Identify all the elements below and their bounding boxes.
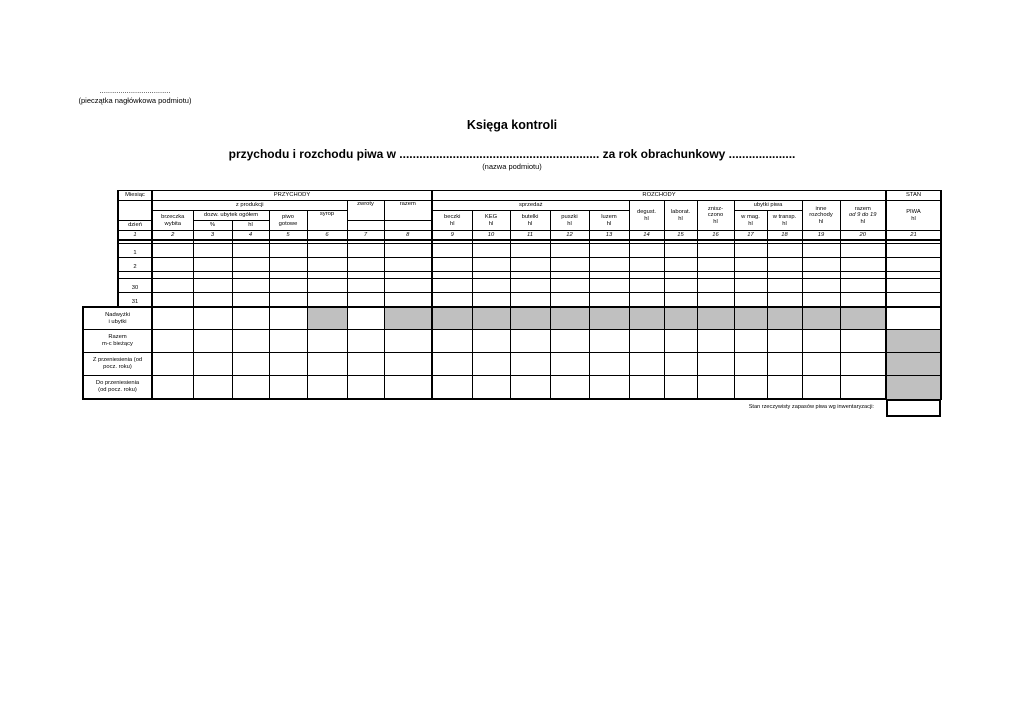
summary-cell[interactable] (734, 353, 767, 376)
summary-cell (384, 307, 432, 330)
entry-cell[interactable] (664, 293, 697, 308)
inventory-box[interactable] (886, 399, 941, 417)
summary-label: Nadwyżki i ubytki (83, 307, 152, 330)
column-number-7: 7 (347, 231, 384, 241)
summary-row (83, 353, 941, 376)
ubytki-header: ubytki piwa (734, 201, 802, 211)
summary-cell (664, 307, 697, 330)
entry-cell[interactable] (432, 279, 472, 293)
entry-cell[interactable] (384, 244, 432, 258)
summary-cell[interactable] (802, 376, 840, 400)
entry-cell[interactable] (193, 293, 232, 308)
column-number-13: 13 (589, 231, 629, 241)
entry-cell[interactable] (734, 279, 767, 293)
day-label: 2 (118, 258, 152, 272)
summary-cell[interactable] (734, 376, 767, 400)
summary-cell (697, 307, 734, 330)
summary-cell[interactable] (589, 376, 629, 400)
column-number-20: 20 (840, 231, 886, 241)
entry-cell[interactable] (802, 293, 840, 308)
spacer-cell (767, 272, 802, 279)
column-number-14: 14 (629, 231, 664, 241)
summary-cell[interactable] (510, 376, 550, 400)
summary-cell[interactable] (269, 353, 307, 376)
column-number-2: 2 (152, 231, 193, 241)
summary-row (83, 307, 941, 330)
day-label: 31 (118, 293, 152, 308)
entry-cell[interactable] (886, 258, 941, 272)
column-number-9: 9 (432, 231, 472, 241)
entry-cell[interactable] (802, 244, 840, 258)
summary-row (83, 330, 941, 353)
entry-cell[interactable] (472, 293, 510, 308)
entry-cell[interactable] (664, 244, 697, 258)
spacer-cell (840, 272, 886, 279)
entry-cell[interactable] (840, 279, 886, 293)
entry-cell[interactable] (629, 293, 664, 308)
summary-cell[interactable] (193, 353, 232, 376)
entry-cell[interactable] (767, 244, 802, 258)
entry-cell[interactable] (510, 279, 550, 293)
spacer-cell (589, 272, 629, 279)
column-numbers-row (83, 231, 941, 241)
column-number-11: 11 (510, 231, 550, 241)
stan-header: STAN (886, 191, 941, 201)
summary-cell (734, 307, 767, 330)
stamp-label: (pieczątka nagłówkowa podmiotu) (78, 96, 192, 105)
summary-cell (629, 307, 664, 330)
spacer-cell (664, 272, 697, 279)
summary-cell[interactable] (550, 376, 589, 400)
summary-cell[interactable] (384, 353, 432, 376)
summary-cell[interactable] (629, 330, 664, 353)
summary-cell[interactable] (886, 307, 941, 330)
column-number-21: 21 (886, 231, 941, 241)
entry-cell[interactable] (840, 293, 886, 308)
summary-cell[interactable] (472, 376, 510, 400)
summary-cell[interactable] (767, 376, 802, 400)
summary-cell[interactable] (802, 330, 840, 353)
stamp-area (60, 86, 210, 106)
sprzedaz-header: sprzedaż (432, 201, 629, 211)
summary-cell[interactable] (232, 376, 269, 400)
summary-cell (510, 307, 550, 330)
spacer-cell (269, 272, 307, 279)
summary-cell (767, 307, 802, 330)
spacer-cell (472, 272, 510, 279)
column-number-17: 17 (734, 231, 767, 241)
entry-cell[interactable] (193, 244, 232, 258)
summary-cell[interactable] (767, 330, 802, 353)
stan-piwa-header: PIWA hl (886, 201, 941, 231)
summary-cell (886, 376, 941, 400)
entry-cell[interactable] (767, 258, 802, 272)
summary-cell[interactable] (472, 353, 510, 376)
entry-cell[interactable] (232, 279, 269, 293)
entry-cell[interactable] (510, 258, 550, 272)
entry-cell[interactable] (697, 293, 734, 308)
zniszczono-header: znisz- czono hl (697, 201, 734, 231)
entry-cell[interactable] (697, 279, 734, 293)
entry-cell[interactable] (152, 244, 193, 258)
spacer-cell (347, 272, 384, 279)
spacer-cell (307, 272, 347, 279)
entry-cell[interactable] (432, 258, 472, 272)
w-transp-header: w transp. hl (767, 211, 802, 231)
przychody-header: PRZYCHODY (152, 191, 432, 201)
spacer-cell (697, 272, 734, 279)
w-mag-header: w mag. hl (734, 211, 767, 231)
stamp-dots: .................................. (99, 86, 171, 95)
zwroty-blank (347, 221, 384, 231)
column-number-5: 5 (269, 231, 307, 241)
entry-cell[interactable] (886, 279, 941, 293)
entry-cell[interactable] (550, 279, 589, 293)
spacer-cell (193, 272, 232, 279)
spacer-cell (629, 272, 664, 279)
summary-cell[interactable] (347, 307, 384, 330)
entry-cell[interactable] (840, 244, 886, 258)
summary-cell[interactable] (697, 353, 734, 376)
entry-cell[interactable] (232, 258, 269, 272)
spacer-cell (118, 272, 152, 279)
column-number-18: 18 (767, 231, 802, 241)
summary-cell[interactable] (629, 376, 664, 400)
pct-header: % (193, 221, 232, 231)
entry-cell[interactable] (629, 244, 664, 258)
summary-label: Razem m-c bieżący (83, 330, 152, 353)
summary-label: Z przeniesienia (od pocz. roku) (83, 353, 152, 376)
entry-cell[interactable] (384, 258, 432, 272)
column-number-15: 15 (664, 231, 697, 241)
page-subtitle: przychodu i rozchodu piwa w ............................................................ za rok obrachunkowy .................... (228, 147, 796, 161)
name-caption: (nazwa podmiotu) (482, 162, 542, 171)
summary-cell[interactable] (193, 376, 232, 400)
luzem-header: luzem hl (589, 211, 629, 231)
summary-cell[interactable] (432, 330, 472, 353)
day-label: 1 (118, 244, 152, 258)
entry-cell[interactable] (269, 244, 307, 258)
entry-cell[interactable] (734, 293, 767, 308)
entry-cell[interactable] (886, 244, 941, 258)
entry-cell[interactable] (347, 279, 384, 293)
entry-cell[interactable] (307, 244, 347, 258)
spacer-cell (232, 272, 269, 279)
summary-cell (886, 330, 941, 353)
entry-cell[interactable] (269, 258, 307, 272)
beczki-header: beczki hl (432, 211, 472, 231)
summary-cell[interactable] (802, 353, 840, 376)
spacer-cell (510, 272, 550, 279)
summary-cell[interactable] (664, 353, 697, 376)
entry-cell[interactable] (269, 293, 307, 308)
header-row-2 (83, 201, 941, 211)
summary-cell (840, 307, 886, 330)
entry-cell[interactable] (697, 244, 734, 258)
summary-cell[interactable] (734, 330, 767, 353)
entry-cell[interactable] (697, 258, 734, 272)
day-row (83, 244, 941, 258)
entry-cell[interactable] (152, 279, 193, 293)
summary-cell[interactable] (269, 376, 307, 400)
summary-cell[interactable] (510, 330, 550, 353)
entry-cell[interactable] (802, 279, 840, 293)
ledger-grid (82, 190, 942, 400)
zwroty-header: zwroty (347, 201, 384, 221)
entry-cell[interactable] (510, 244, 550, 258)
entry-cell[interactable] (802, 258, 840, 272)
day-row (83, 258, 941, 272)
entry-cell[interactable] (152, 293, 193, 308)
summary-cell[interactable] (152, 376, 193, 400)
hl-header: hl (232, 221, 269, 231)
puszki-header: puszki hl (550, 211, 589, 231)
entry-cell[interactable] (664, 258, 697, 272)
summary-cell[interactable] (384, 330, 432, 353)
month-header: Miesiąc (118, 191, 152, 201)
dozw-ubytek-header: dozw. ubytek ogółem (193, 211, 269, 221)
day-row (83, 279, 941, 293)
spacer-cell (734, 272, 767, 279)
summary-cell[interactable] (550, 330, 589, 353)
entry-cell[interactable] (734, 244, 767, 258)
summary-cell[interactable] (269, 307, 307, 330)
entry-cell[interactable] (347, 244, 384, 258)
summary-label: Do przeniesienia (od pocz. roku) (83, 376, 152, 400)
razem-przychody-header: razem (384, 201, 432, 221)
summary-cell (432, 307, 472, 330)
summary-cell[interactable] (767, 353, 802, 376)
spacer-cell (886, 272, 941, 279)
summary-cell[interactable] (384, 376, 432, 400)
summary-cell[interactable] (232, 353, 269, 376)
entry-cell[interactable] (193, 258, 232, 272)
rozchody-header: ROZCHODY (432, 191, 886, 201)
entry-cell[interactable] (664, 279, 697, 293)
entry-cell[interactable] (193, 279, 232, 293)
summary-cell[interactable] (664, 330, 697, 353)
entry-cell[interactable] (307, 258, 347, 272)
entry-cell[interactable] (886, 293, 941, 308)
summary-cell[interactable] (152, 330, 193, 353)
summary-cell[interactable] (232, 330, 269, 353)
column-number-3: 3 (193, 231, 232, 241)
summary-cell[interactable] (840, 376, 886, 400)
entry-cell[interactable] (307, 279, 347, 293)
summary-cell[interactable] (472, 330, 510, 353)
entry-cell[interactable] (734, 258, 767, 272)
summary-cell[interactable] (629, 353, 664, 376)
page-title: Księga kontroli (466, 118, 558, 132)
entry-cell[interactable] (840, 258, 886, 272)
brzeczka-header: brzeczka wybita (152, 211, 193, 231)
entry-cell[interactable] (384, 279, 432, 293)
laborat-header: laborat. hl (664, 201, 697, 231)
entry-cell[interactable] (767, 293, 802, 308)
summary-cell[interactable] (432, 353, 472, 376)
entry-cell[interactable] (347, 258, 384, 272)
piwo-gotowe-header: piwo gotowe (269, 211, 307, 231)
spacer-cell (384, 272, 432, 279)
entry-cell[interactable] (232, 293, 269, 308)
summary-cell (589, 307, 629, 330)
entry-cell[interactable] (269, 279, 307, 293)
spacer-cell (802, 272, 840, 279)
summary-cell[interactable] (347, 353, 384, 376)
column-number-4: 4 (232, 231, 269, 241)
entry-cell[interactable] (589, 279, 629, 293)
summary-cell[interactable] (307, 376, 347, 400)
summary-cell (307, 307, 347, 330)
summary-cell[interactable] (840, 330, 886, 353)
summary-cell[interactable] (840, 353, 886, 376)
entry-cell[interactable] (550, 293, 589, 308)
entry-cell[interactable] (589, 258, 629, 272)
summary-cell (886, 353, 941, 376)
entry-cell[interactable] (152, 258, 193, 272)
summary-cell[interactable] (510, 353, 550, 376)
summary-cell[interactable] (152, 353, 193, 376)
entry-cell[interactable] (384, 293, 432, 308)
z-produkcji-header: z produkcji (152, 201, 347, 211)
summary-cell[interactable] (269, 330, 307, 353)
summary-cell[interactable] (307, 330, 347, 353)
keg-header: KEG hl (472, 211, 510, 231)
column-number-16: 16 (697, 231, 734, 241)
header-row-1 (83, 191, 941, 201)
summary-cell[interactable] (589, 330, 629, 353)
summary-cell (472, 307, 510, 330)
entry-cell[interactable] (347, 293, 384, 308)
entry-cell[interactable] (550, 258, 589, 272)
summary-cell (550, 307, 589, 330)
summary-cell[interactable] (347, 376, 384, 400)
inne-header: inne rozchody hl (802, 201, 840, 231)
column-number-12: 12 (550, 231, 589, 241)
day-header: dzień (118, 221, 152, 231)
razem-rozchody-header: razem od 9 do 19 hl (840, 201, 886, 231)
entry-cell[interactable] (550, 244, 589, 258)
summary-cell[interactable] (432, 376, 472, 400)
entry-cell[interactable] (307, 293, 347, 308)
spacer-cell (432, 272, 472, 279)
day-row (83, 293, 941, 308)
summary-cell (802, 307, 840, 330)
entry-cell[interactable] (589, 244, 629, 258)
summary-cell[interactable] (550, 353, 589, 376)
column-number-8: 8 (384, 231, 432, 241)
entry-cell[interactable] (432, 293, 472, 308)
entry-cell[interactable] (510, 293, 550, 308)
summary-cell[interactable] (697, 330, 734, 353)
entry-cell[interactable] (472, 279, 510, 293)
inventory-note: Stan rzeczywisty zapasów piwa wg inwentaryzacji: (748, 404, 874, 410)
summary-cell[interactable] (697, 376, 734, 400)
entry-cell[interactable] (589, 293, 629, 308)
entry-cell[interactable] (432, 244, 472, 258)
summary-cell[interactable] (664, 376, 697, 400)
summary-cell[interactable] (347, 330, 384, 353)
column-number-19: 19 (802, 231, 840, 241)
razem-blank (384, 221, 432, 231)
entry-cell[interactable] (232, 244, 269, 258)
entry-cell[interactable] (472, 244, 510, 258)
spacer-cell (152, 272, 193, 279)
summary-cell[interactable] (232, 307, 269, 330)
gap-row (83, 272, 941, 279)
degust-header: degust. hl (629, 201, 664, 231)
summary-cell[interactable] (193, 307, 232, 330)
summary-row (83, 376, 941, 400)
butelki-header: butelki hl (510, 211, 550, 231)
summary-cell[interactable] (152, 307, 193, 330)
entry-cell[interactable] (629, 279, 664, 293)
summary-cell[interactable] (193, 330, 232, 353)
syrop-header: syrop (307, 211, 347, 231)
day-label: 30 (118, 279, 152, 293)
column-number-6: 6 (307, 231, 347, 241)
column-number-10: 10 (472, 231, 510, 241)
summary-cell[interactable] (589, 353, 629, 376)
entry-cell[interactable] (629, 258, 664, 272)
column-number-1: 1 (118, 231, 152, 241)
spacer-cell (550, 272, 589, 279)
entry-cell[interactable] (767, 279, 802, 293)
entry-cell[interactable] (472, 258, 510, 272)
summary-cell[interactable] (307, 353, 347, 376)
